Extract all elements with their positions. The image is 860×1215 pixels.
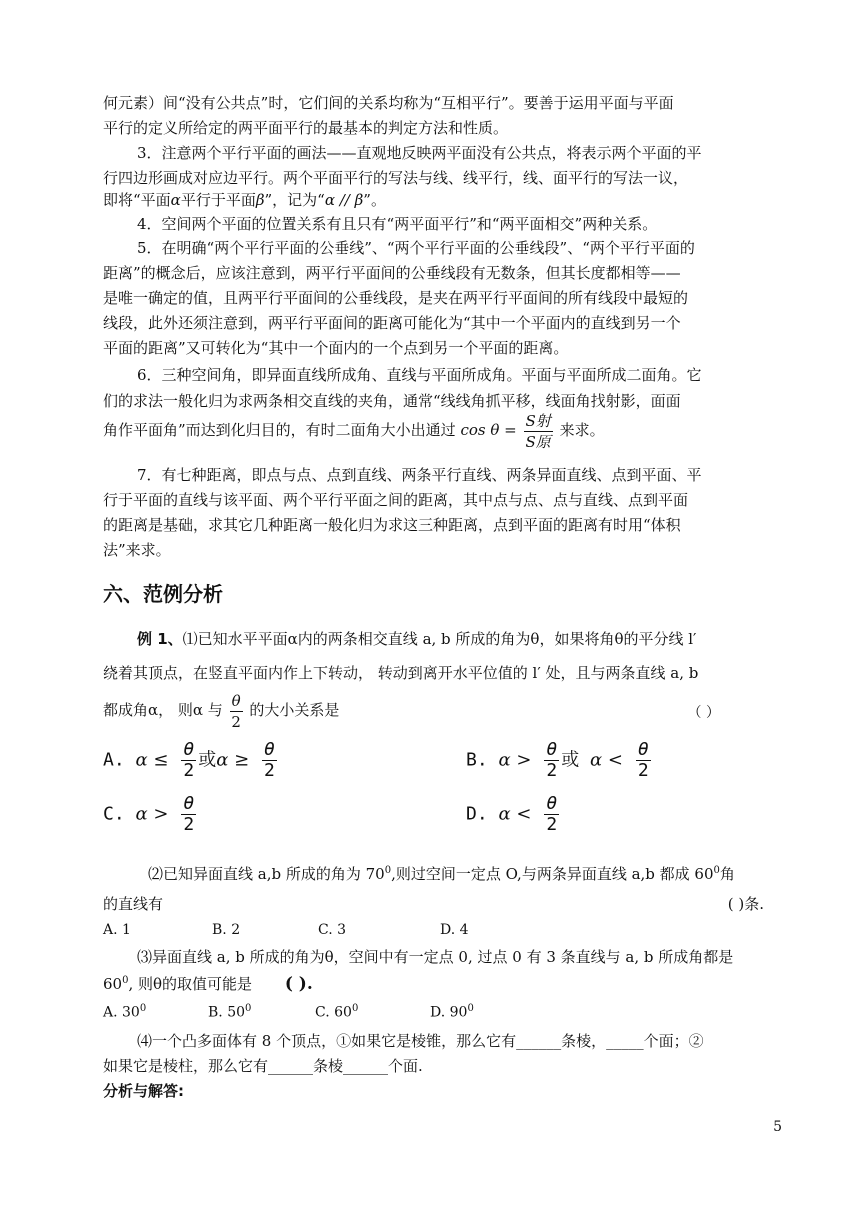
section-title: 六、范例分析 [103, 582, 223, 606]
fraction [636, 740, 651, 781]
fraction-denominator: 2 [183, 814, 195, 835]
text-line: 平行的定义所给定的两平面平行的最基本的判定方法和性质。 [103, 119, 509, 137]
option-item [208, 1003, 251, 1021]
option-b [466, 740, 653, 781]
math-symbol: β [255, 191, 265, 209]
math-expression: α < [498, 803, 532, 825]
fraction-denominator: 2 [546, 814, 558, 835]
fraction-denominator: 2 [231, 712, 241, 731]
option-label: C. 60 [315, 1004, 352, 1021]
text-line: 距离”的概念后，应该注意到，两平行平面间的公垂线段有无数条，但其长度都相等—— [103, 264, 681, 282]
superscript: 0 [467, 1003, 474, 1014]
fraction-denominator: 2 [546, 760, 558, 781]
text-line: 4．空间两个平面的位置关系有且只有“两平面平行”和“两平面相交”两种关系。 [137, 215, 658, 233]
fraction-numerator: θ [183, 793, 195, 814]
answer-paren: ( ). [284, 974, 313, 994]
superscript: 0 [139, 1003, 147, 1014]
text-span: ⑴已知水平平面α内的两条相交直线 a, b 所成的角为θ，如果将角θ的平分线 l′ [182, 630, 697, 648]
text-span: 或 [198, 749, 217, 771]
answer-label: 分析与解答: [103, 1082, 184, 1100]
fraction-numerator: θ [264, 739, 275, 760]
text-span: ”。 [363, 191, 386, 209]
text-line: 何元素）间“没有公共点”时，它们间的关系均称为“互相平行”。要善于运用平面与平面 [103, 94, 674, 112]
math-expression: α < [590, 749, 623, 771]
fraction [544, 794, 559, 835]
text-span: 平行于平面 [180, 191, 256, 209]
option-label: C. 3 [318, 922, 347, 938]
fraction-numerator: θ [637, 739, 649, 760]
text-span: 都成角α， 则α 与 [103, 701, 223, 719]
text-span: ⑵已知异面直线 a,b 所成的角为 70 [148, 865, 385, 883]
math-expression: α > [498, 749, 532, 771]
text-line: 6．三种空间角，即异面直线所成角、直线与平面所成角。平面与平面所成二面角。它 [137, 366, 702, 384]
math-expression: α ≤ [135, 749, 169, 771]
fraction [262, 740, 277, 781]
fraction-numerator: θ [183, 739, 195, 760]
question-line: 的直线有 [103, 895, 164, 913]
fraction-numerator: S射 [525, 411, 551, 430]
answer-paren: ( )条. [727, 895, 764, 913]
question-line [103, 688, 764, 732]
text-line: 行于平面的直线与该平面、两个平行平面之间的距离，其中点与点、点与直线、点到平面 [103, 491, 689, 509]
text-line: 是唯一确定的值，且两平行平面间的公垂线段，是夹在两平行平面间的所有线段中最短的 [103, 289, 689, 307]
superscript: 0 [245, 1003, 252, 1014]
option-label: A. [103, 749, 125, 771]
text-span: 角作平面角”而达到化归目的，有时二面角大小出通过 [103, 421, 456, 439]
superscript: 0 [351, 1003, 359, 1014]
text-line: 的距离是基础，求其它几种距离一般化归为求这三种距离，点到平面的距离有时用“体积 [103, 516, 681, 534]
text-line: 平面的距离”又可转化为“其中一个面内的一个点到另一个平面的距离。 [103, 339, 569, 357]
text-span: 或 [561, 749, 580, 771]
text-line: 3．注意两个平行平面的画法——直观地反映两平面没有公共点，将表示两个平面的平 [137, 144, 702, 162]
option-a [103, 740, 279, 781]
option-c [103, 794, 198, 835]
superscript: 0 [713, 865, 720, 876]
math-expression: α > [135, 803, 169, 825]
math-symbol: α [170, 191, 181, 209]
option-item [315, 1003, 358, 1021]
question-line [137, 628, 764, 650]
fraction-denominator: 2 [637, 760, 649, 781]
text-line: 5．在明确“两个平行平面的公垂线”、“两个平行平面的公垂线段”、“两个平行平面的 [137, 239, 695, 257]
fraction-denominator: 2 [264, 760, 275, 781]
fraction [181, 794, 196, 835]
text-line: 线段，此外还须注意到，两平行平面间的距离可能化为“其中一个平面内的直线到另一个 [103, 314, 681, 332]
text-line: 们的求法一般化归为求两条相交直线的夹角，通常“线线角抓平移，线面角找射影，面面 [103, 392, 681, 410]
fraction-numerator: θ [546, 793, 558, 814]
fraction-denominator: 2 [183, 760, 195, 781]
option-label: D. [466, 803, 488, 825]
text-line [103, 189, 764, 211]
text-span: 角 [719, 865, 735, 883]
text-span: 的大小关系是 [249, 701, 340, 719]
text-line: 7．有七种距离，即点与点、点到直线、两条平行直线、两条异面直线、点到平面、平 [137, 466, 702, 484]
cos-expression: cos θ = [460, 421, 517, 439]
text-span: ,则过空间一定点 O,与两条异面直线 a,b 都成 60 [391, 865, 714, 883]
question-line: ⑷一个凸多面体有 8 个顶点，①如果它是棱锥，那么它有______条棱，_____个面；② [137, 1032, 704, 1050]
question-line: ⑶异面直线 a, b 所成的角为θ，空间中有一定点 0, 过点 0 有 3 条直线与 a, b 所成角都是 [137, 948, 734, 966]
option-label: A. 1 [103, 922, 131, 938]
fraction [230, 691, 243, 732]
superscript: 0 [384, 865, 392, 876]
fraction-numerator: θ [231, 691, 241, 710]
option-d [466, 794, 561, 835]
superscript: 0 [122, 975, 129, 986]
text-span: , 则θ的取值可能是 [128, 975, 253, 993]
option-label: B. 50 [208, 1004, 246, 1021]
text-span: 即将“平面 [103, 191, 171, 209]
text-line [103, 408, 764, 452]
math-expression: α ≥ [216, 749, 250, 771]
question-line [103, 970, 764, 995]
fraction [181, 740, 196, 781]
fraction [524, 411, 553, 452]
option-item [430, 1003, 474, 1021]
answer-paren: （ ） [687, 705, 720, 721]
fraction-numerator: θ [546, 739, 558, 760]
option-label: D. 4 [440, 922, 469, 938]
text-span: 60 [103, 975, 123, 993]
option-label: D. 90 [430, 1004, 468, 1021]
math-expression: α // β [324, 191, 364, 209]
text-line: 法”来求。 [103, 541, 171, 559]
option-item [103, 1003, 146, 1021]
question-line: 绕着其顶点，在竖直平面内作上下转动， 转动到离开水平位值的 l′ 处，且与两条直线 a, b [103, 664, 699, 682]
example-label: 例 1、 [137, 630, 183, 648]
question-line: 如果它是棱柱，那么它有______条棱______个面. [103, 1057, 423, 1075]
question-line [148, 860, 764, 885]
option-label: B. [466, 749, 488, 771]
text-span: ”，记为“ [264, 191, 325, 209]
page-number: 5 [773, 1119, 782, 1135]
text-line: 行四边形画成对应边平行。两个平面平行的写法与线、线平行，线、面平行的写法一议， [103, 169, 689, 187]
fraction-denominator: S原 [525, 432, 551, 451]
fraction [544, 740, 559, 781]
option-label: A. 30 [103, 1004, 140, 1021]
option-label: B. 2 [212, 922, 241, 938]
option-label: C. [103, 803, 125, 825]
text-span: 来求。 [559, 421, 605, 439]
